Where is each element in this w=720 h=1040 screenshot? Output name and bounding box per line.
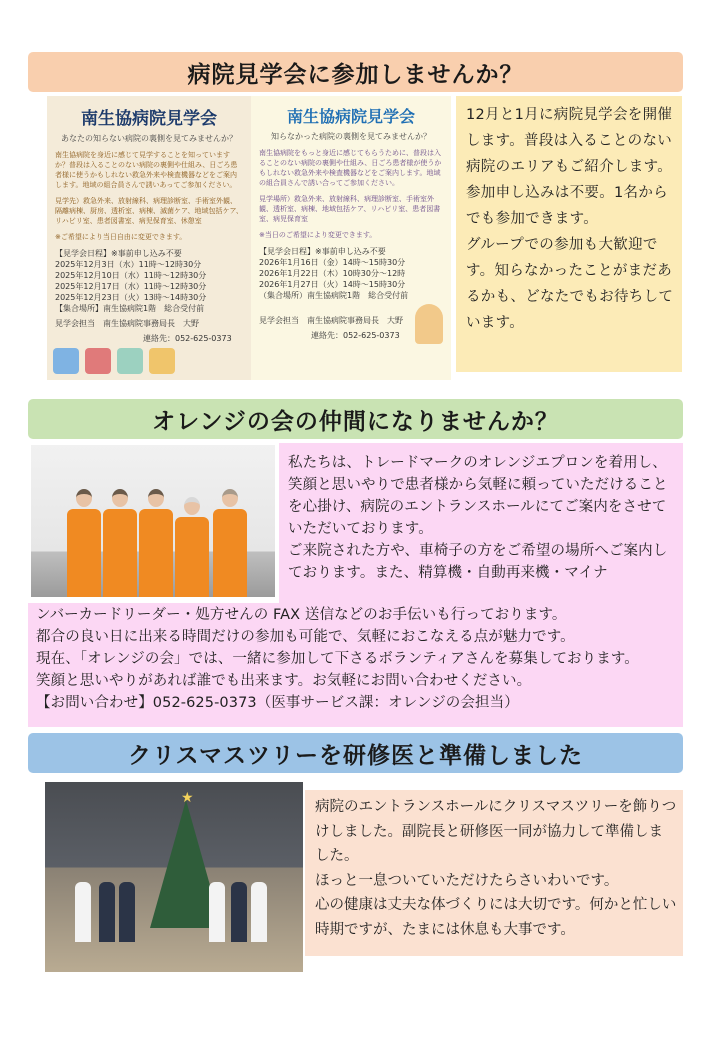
christmas-paragraph: ほっと一息ついていただけたらさいわいです。 — [315, 872, 619, 889]
tour-text-paragraph: 参加申し込みは不要。1名からでも参加できます。 — [466, 185, 668, 227]
christmas-tree-description — [305, 790, 683, 956]
flyer-contact: 見学会担当 南生協病院事務局長 大野 — [259, 316, 403, 325]
flyer-title: 南生協病院見学会 — [81, 109, 217, 129]
orange-club-description-continued — [36, 604, 682, 714]
flyer-date: 2026年1月22日（木）10時30分〜12時 — [259, 269, 406, 278]
tour-flyer-january — [251, 96, 451, 380]
flyer-date: 2025年12月17日（水）11時〜12時30分 — [55, 282, 207, 291]
tour-description — [456, 96, 682, 372]
flyer-date: 2026年1月27日（火）14時〜15時30分 — [259, 280, 406, 289]
flower-illustration-icon — [415, 304, 443, 344]
section-heading-tour: 病院見学会に参加しませんか？ — [28, 52, 683, 92]
flyer-schedule — [47, 242, 251, 314]
orange-club-description — [288, 452, 680, 584]
star-icon: ★ — [181, 790, 194, 806]
orange-club-paragraph: ンバーカードリーダー・処方せんの FAX 送信などのお手伝いも行っております。 — [36, 607, 567, 623]
volunteer-figure — [103, 489, 137, 597]
orange-club-paragraph: 笑顔と思いやりがあれば誰でも出来ます。お気軽にお問い合わせください。 — [36, 673, 532, 689]
flyer-date: 2025年12月23日（火）13時〜14時30分 — [55, 293, 207, 302]
flyer-places: 見学場所）救急外来、放射線科、病理診断室、手術室外観、透析室、病棟、地域包括ケア、リハビリ室、患者図書室、病児保育室 — [259, 195, 441, 223]
orange-club-paragraph: ご来院された方や、車椅子の方をご希望の場所へご案内しております。また、精算機・自動再来機・マイナ — [288, 543, 668, 581]
flyer-title: 南生協病院見学会 — [286, 107, 415, 126]
flyer-subtitle: あなたの知らない病院の裏側を見てみませんか？ — [61, 134, 237, 143]
hospital-icon — [53, 348, 79, 374]
flyer-schedule-head: 【見学会日程】※事前申し込み不要 — [55, 249, 182, 258]
doctor-figure — [251, 882, 267, 942]
volunteers-photo — [31, 445, 275, 597]
flyer-schedule — [251, 240, 451, 301]
flyer-phone: 連絡先：052-625-0373 — [311, 331, 400, 340]
flyer-place: （集合場所）南生協病院1階 総合受付前 — [259, 291, 409, 300]
flyer-intro: 南生協病院をもっと身近に感じてもらうために、普段は入ることのない病院の裏側や仕組み、日ごろ患者様が使うかもしれない救急外来や検査機器などをご案内します。地域の組合員さんで誘い合ってご参加ください。 — [259, 149, 442, 187]
doctor-figure — [75, 882, 91, 942]
flyer-date: 2026年1月16日（金）14時〜15時30分 — [259, 258, 406, 267]
doctor-figure — [209, 882, 225, 942]
tour-flyer-december — [47, 96, 251, 380]
flyer-date: 2025年12月3日（水）11時〜12時30分 — [55, 260, 202, 269]
flyer-places: 見学先）救急外来、放射線科、病理診断室、手術室外観、隔離病棟、厨房、透析室、病棟、滅菌ケア、地域包括ケア、リハビリ室、患者図書室、病児保育室、休憩室 — [55, 197, 243, 225]
flyer-place: 【集合場所】南生協病院1階 総合受付前 — [55, 304, 205, 313]
volunteer-figure — [213, 489, 247, 597]
doctor-figure — [231, 882, 247, 942]
section-heading-christmas-tree: クリスマスツリーを研修医と準備しました — [28, 733, 683, 773]
volunteer-figure — [175, 497, 209, 597]
flyer-illustrations — [53, 348, 175, 374]
orange-club-paragraph: 現在、「オレンジの会」では、一緒に参加して下さるボランティアさんを募集しております。 — [36, 651, 639, 667]
flyer-date: 2025年12月10日（水）11時〜12時30分 — [55, 271, 207, 280]
tour-text-paragraph: グループでの参加も大歓迎です。知らなかったことがまだあるかも、どなたでもお待ちしています。 — [466, 237, 674, 331]
volunteer-figure — [67, 489, 101, 597]
flyer-note: ※当日のご希望により変更できます。 — [259, 231, 377, 239]
christmas-tree-photo — [45, 782, 303, 972]
orange-club-contact: 【お問い合わせ】052-625-0373（医事サービス課：オレンジの会担当） — [36, 695, 519, 711]
hospital-bed-icon — [117, 348, 143, 374]
flyer-subtitle: 知らなかった病院の裏側を見てみませんか？ — [271, 132, 431, 141]
tour-text-paragraph: 12月と1月に病院見学会を開催します。普段は入ることのない病院のエリアもご紹介します。 — [466, 107, 673, 175]
doctor-figure — [99, 882, 115, 942]
flyer-schedule-head: 【見学会日程】※事前申し込み不要 — [259, 247, 386, 256]
doctor-figure — [119, 882, 135, 942]
volunteer-figure — [139, 489, 173, 597]
ambulance-icon — [85, 348, 111, 374]
medical-scanner-icon — [149, 348, 175, 374]
orange-club-paragraph: 私たちは、トレードマークのオレンジエプロンを着用し、笑顔と思いやりで患者様から気軽に頼っていただけることを心掛け、病院のエントランスホールにてご案内をさせていただいております。 — [288, 455, 668, 537]
flyer-intro: 南生協病院を身近に感じて見学することを知っていますか？普段は入ることのない病院の裏側や仕組み、日ごろ患者様に使うかもしれない救急外来や検査機器などをご案内します。地域の組合員さんで誘いあってご参加ください。 — [55, 151, 238, 189]
flyer-note: ※ご希望により当日自由に変更できます。 — [55, 233, 187, 241]
section-heading-orange-club: オレンジの会の仲間になりませんか？ — [28, 399, 683, 439]
flyer-phone: 連絡先：052-625-0373 — [143, 334, 232, 343]
flyer-contact: 見学会担当 南生協病院事務局長 大野 — [55, 319, 199, 328]
christmas-paragraph: 心の健康は丈夫な体づくりには大切です。何かと忙しい時期ですが、たまには休息も大事です。 — [315, 897, 677, 938]
christmas-paragraph: 病院のエントランスホールにクリスマスツリーを飾りつけしました。副院長と研修医一同が協力して準備しました。 — [315, 799, 677, 864]
orange-club-paragraph: 都合の良い日に出来る時間だけの参加も可能で、気軽におこなえる点が魅力です。 — [36, 629, 575, 645]
